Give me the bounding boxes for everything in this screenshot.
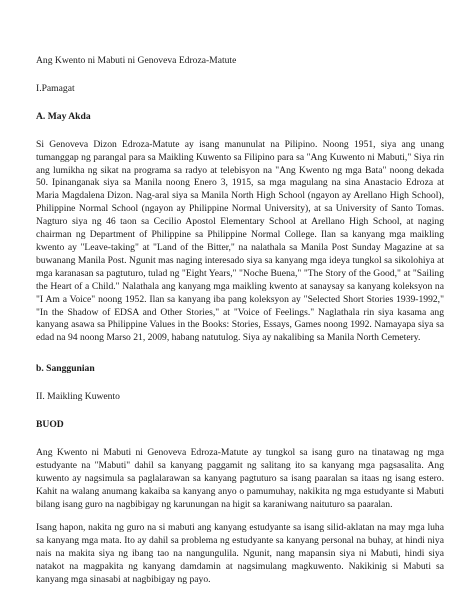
- section-a-body: Si Genoveva Dizon Edroza-Matute ay isang manunulat na Pilipino. Noong 1951, siya ang unang tumanggap ng parangal para sa Maikling Kuwento sa Filipino para sa "Ang Kuwento ni Mabuti," Siya rin ang lumikha ng sikat na programa sa radyo at telebisyon na "Ang Kwento ng mga Bata" noong dekada 50. Ipinanganak siya sa Manila noong Enero 3, 1915, sa mga magulang na sina Anastacio Edroza at Maria Magdalena Dizon. Nag-aral siya sa Manila North High School (ngayon ay Arellano High School), Philippine Normal School (ngayon ay Philippine Normal University), at sa University of Santo Tomas. Nagturo siya ng 46 taon sa Cecilio Apostol Elementary School at Arellano High School, at naging chairman ng Department of Philippine sa Philippine Normal College. Ilan sa kanyang mga maikling kwento ay "Leave-taking" at "Land of the Bitter," na nalathala sa Manila Post Sunday Magazine at sa buwanang Manila Post. Ngunit mas naging interesado siya sa kanyang mga ideya tungkol sa sikolohiya at mga karanasan sa pagtuturo, tulad ng "Eight Years," "Noche Buena," "The Story of the Good," at "Sailing the Heart of a Child." Nalathala ang kanyang mga maikling kwento at sanaysay sa kanyang koleksyon na "I Am a Voice" noong 1952. Ilan sa kanyang iba pang koleksyon ay "Selected Short Stories 1939-1992," "In the Shadow of EDSA and Other Stories," at "Voice of Feelings." Naglathala rin siya kasama ang kanyang asawa sa Philippine Values in the Books: Stories, Essays, Games noong 1992. Namayapa siya sa edad na 94 noong Marso 21, 2009, habang natutulog. Siya ay nakalibing sa Manila North Cemetery.: [36, 138, 444, 344]
- buod-heading: BUOD: [36, 419, 64, 431]
- section-ii-label: II. Maikling Kuwento: [36, 391, 120, 403]
- document-title: Ang Kwento ni Mabuti ni Genoveva Edroza-Matute: [36, 55, 237, 66]
- section-a-heading: A. May Akda: [36, 110, 91, 122]
- section-b-heading: b. Sanggunian: [36, 363, 95, 375]
- buod-paragraph-1: Ang Kwento ni Mabuti ni Genoveva Edroza-Matute ay tungkol sa isang guro na tinatawag ng mga estudyante na "Mabuti" dahil sa kanyang paggamit ng salitang ito sa kanyang mga pagsasalita. Ang kuwento ay nagsimula sa paglalarawan sa kanyang pagtuturo sa isang paaralan sa itaas ng isang estero. Kahit na walang anumang kakaiba sa kanyang anyo o pamumuhay, nakikita ng mga estudyante si Mabuti bilang isang guro na nagbibigay ng karunungan na higit sa karaniwang naituturo sa paaralan.: [36, 446, 444, 510]
- pamagat-label: I.Pamagat: [36, 82, 75, 94]
- document-page: [36, 55, 444, 587]
- buod-paragraph-2: Isang hapon, nakita ng guro na si mabuti ang kanyang estudyante sa isang silid-aklatan na may mga luha sa kanyang mga mata. Ito ay dahil sa problema ng estudyante sa kanyang personal na buhay, at hindi niya nais na makita siya ng ibang tao na nangungulila. Ngunit, nang mapansin siya ni Mabuti, hindi siya natakot na magpakita ng kanyang damdamin at nagsimulang magkuwento. Nakikinig si Mabuti sa kanyang mga sinasabi at nagbibigay ng payo.: [36, 522, 444, 586]
